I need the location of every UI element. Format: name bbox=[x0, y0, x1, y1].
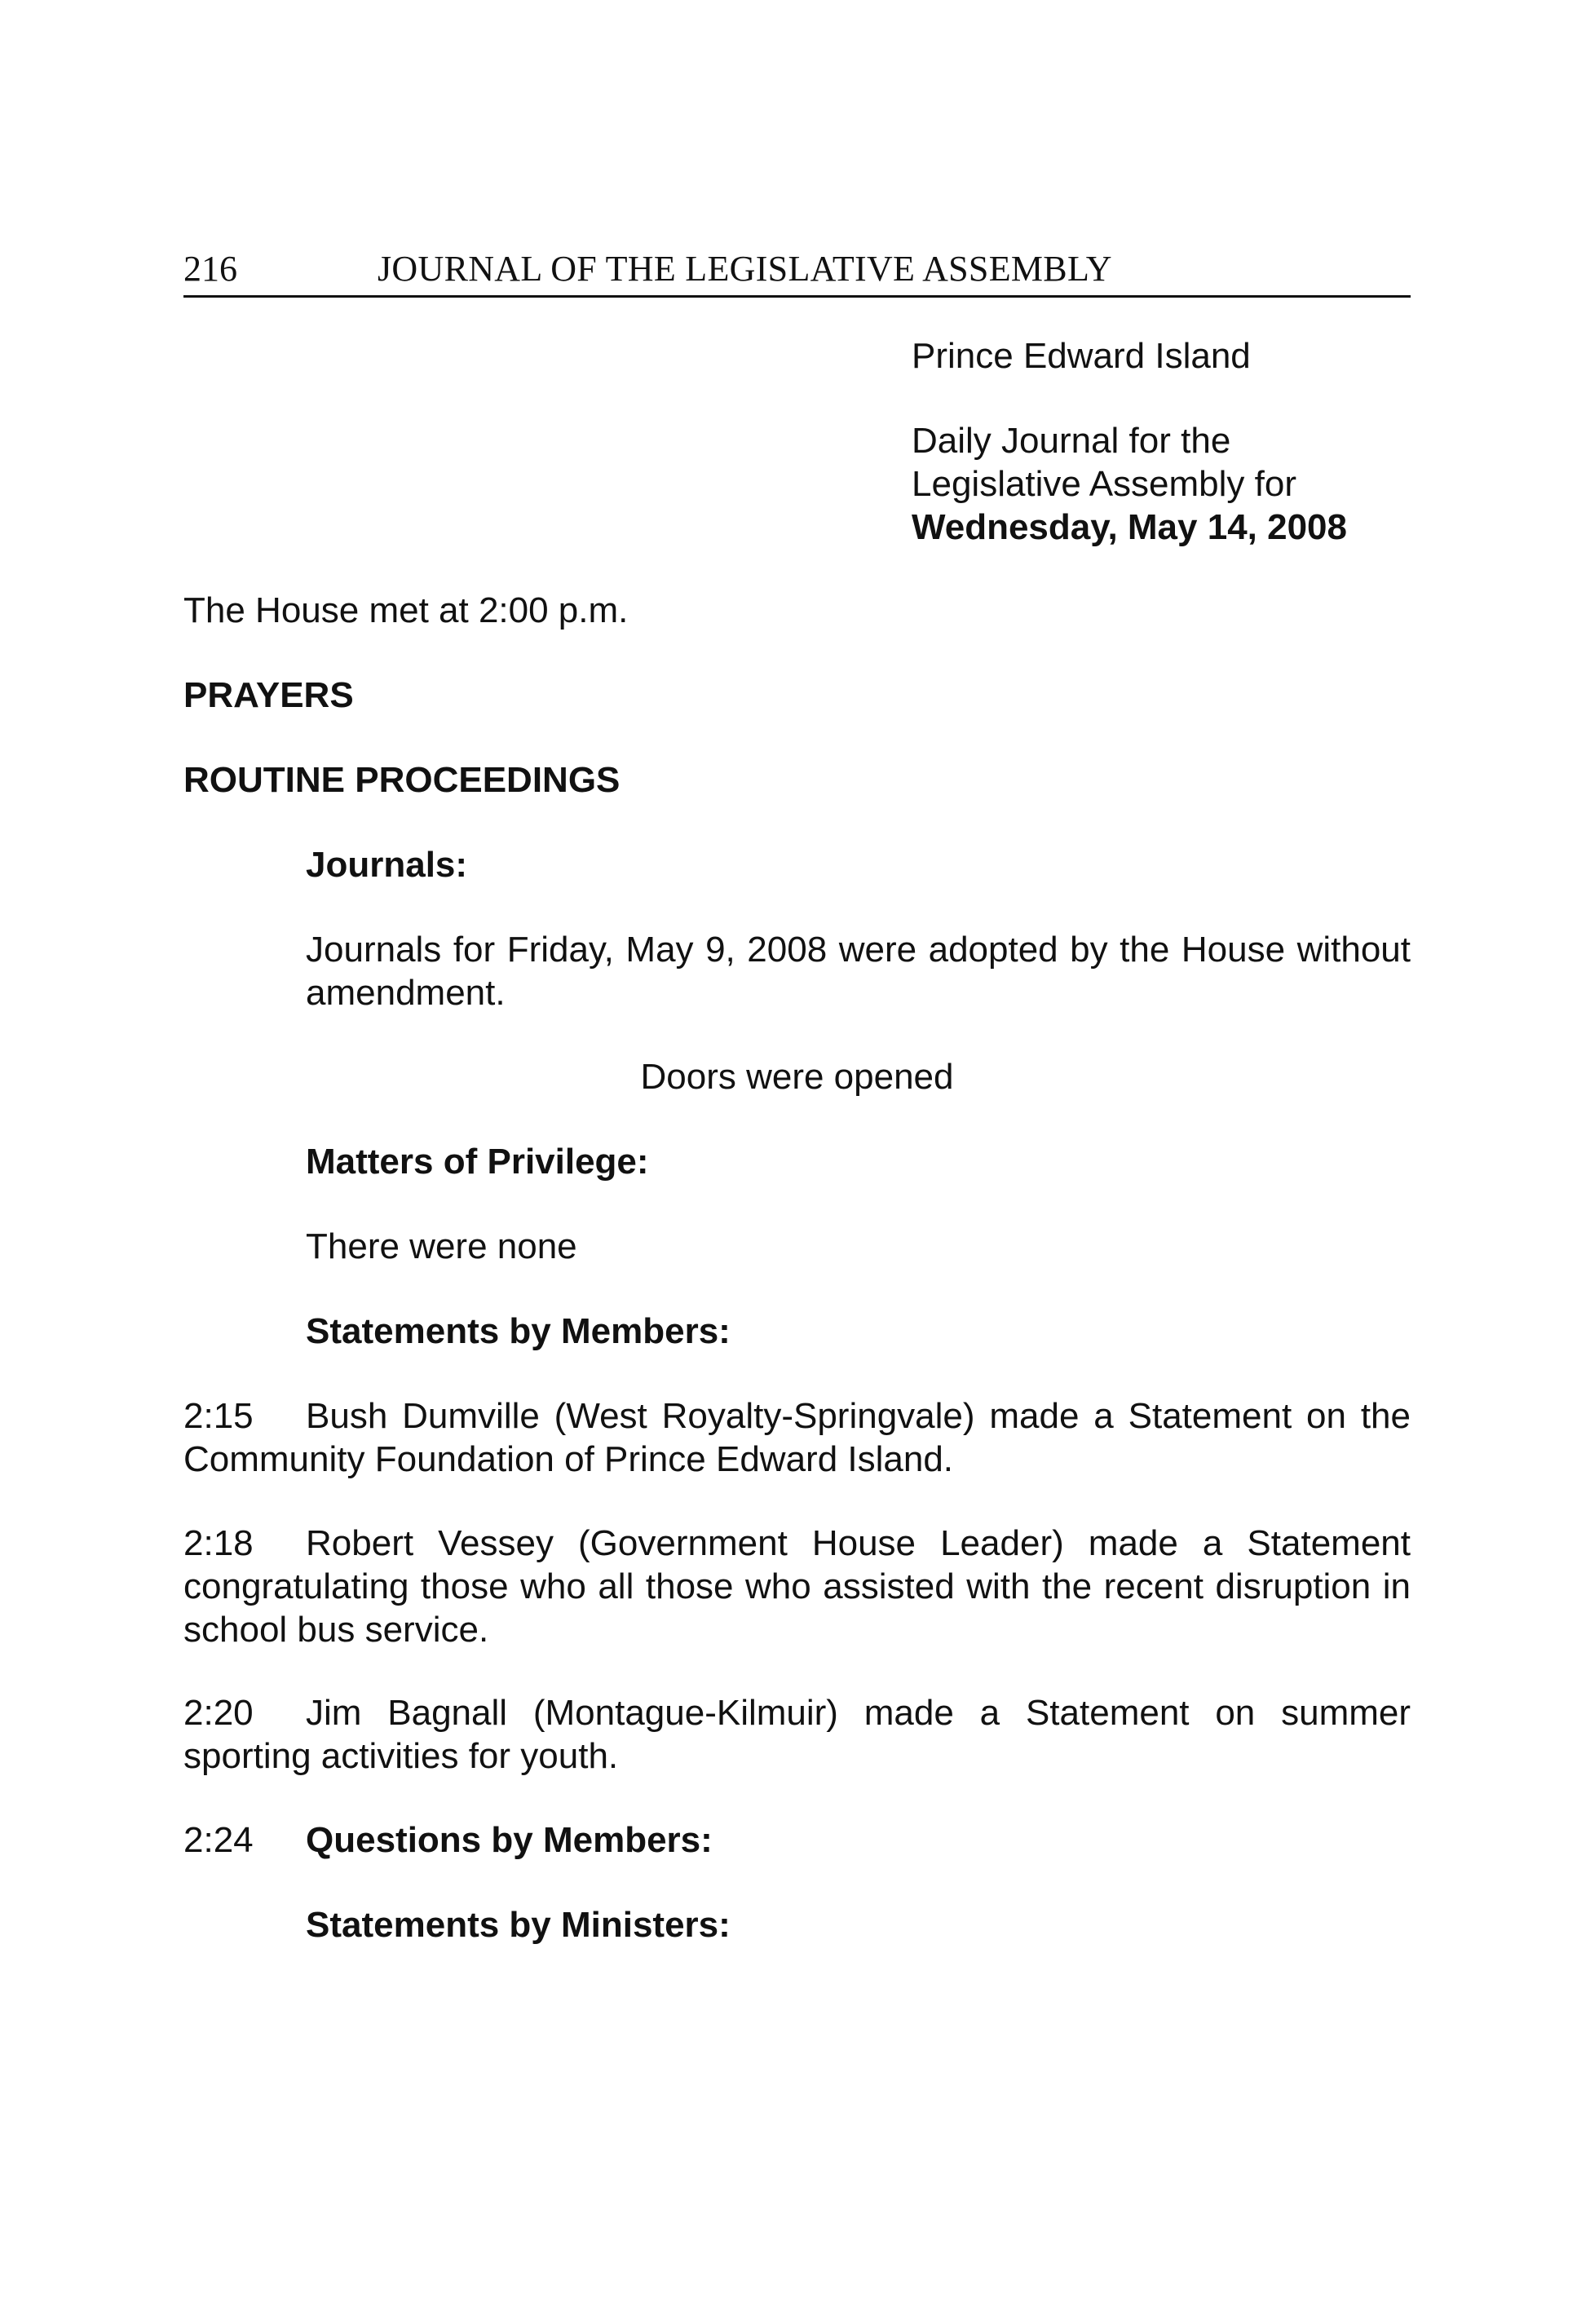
journal-title: JOURNAL OF THE LEGISLATIVE ASSEMBLY bbox=[378, 249, 1112, 289]
doors-opened-line: Doors were opened bbox=[640, 1057, 954, 1097]
statement-text: Bush Dumville (West Royalty-Springvale) made a Statement on the Community Foundation of Prince Edward Island. bbox=[183, 1396, 1411, 1479]
routine-proceedings-heading: ROUTINE PROCEEDINGS bbox=[183, 760, 621, 800]
journals-paragraph: Journals for Friday, May 9, 2008 were adopted by the House without amendment. bbox=[306, 930, 1411, 1013]
house-met-line: The House met at 2:00 p.m. bbox=[183, 590, 629, 630]
journals-heading: Journals: bbox=[306, 845, 468, 885]
prayers-heading: PRAYERS bbox=[183, 675, 354, 715]
questions-heading: Questions by Members: bbox=[306, 1820, 713, 1860]
statements-by-members-heading: Statements by Members: bbox=[306, 1311, 731, 1351]
masthead-line-2: Legislative Assembly for bbox=[912, 464, 1296, 504]
sitting-date: Wednesday, May 14, 2008 bbox=[912, 507, 1347, 547]
statement-time: 2:18 bbox=[183, 1523, 254, 1563]
masthead-block bbox=[912, 419, 1417, 549]
privilege-heading: Matters of Privilege: bbox=[306, 1142, 649, 1182]
province-name: Prince Edward Island bbox=[912, 336, 1251, 376]
questions-line bbox=[183, 1818, 1411, 1862]
statements-by-ministers-heading: Statements by Ministers: bbox=[306, 1905, 731, 1945]
privilege-text: There were none bbox=[306, 1226, 577, 1266]
statement-time: 2:15 bbox=[183, 1396, 254, 1436]
statement-entry bbox=[183, 1522, 1411, 1651]
statement-text: Robert Vessey (Government House Leader) made a Statement congratulating those who all those who assisted with the recent disruption in school bus service. bbox=[183, 1523, 1411, 1650]
page-number: 216 bbox=[183, 249, 237, 289]
running-header bbox=[183, 245, 1411, 298]
questions-time: 2:24 bbox=[183, 1820, 254, 1860]
masthead-line-1: Daily Journal for the bbox=[912, 421, 1231, 461]
statement-entry bbox=[183, 1691, 1411, 1778]
statement-text: Jim Bagnall (Montague-Kilmuir) made a Statement on summer sporting activities for youth. bbox=[183, 1693, 1411, 1776]
statement-time: 2:20 bbox=[183, 1693, 254, 1733]
statement-entry bbox=[183, 1394, 1411, 1481]
